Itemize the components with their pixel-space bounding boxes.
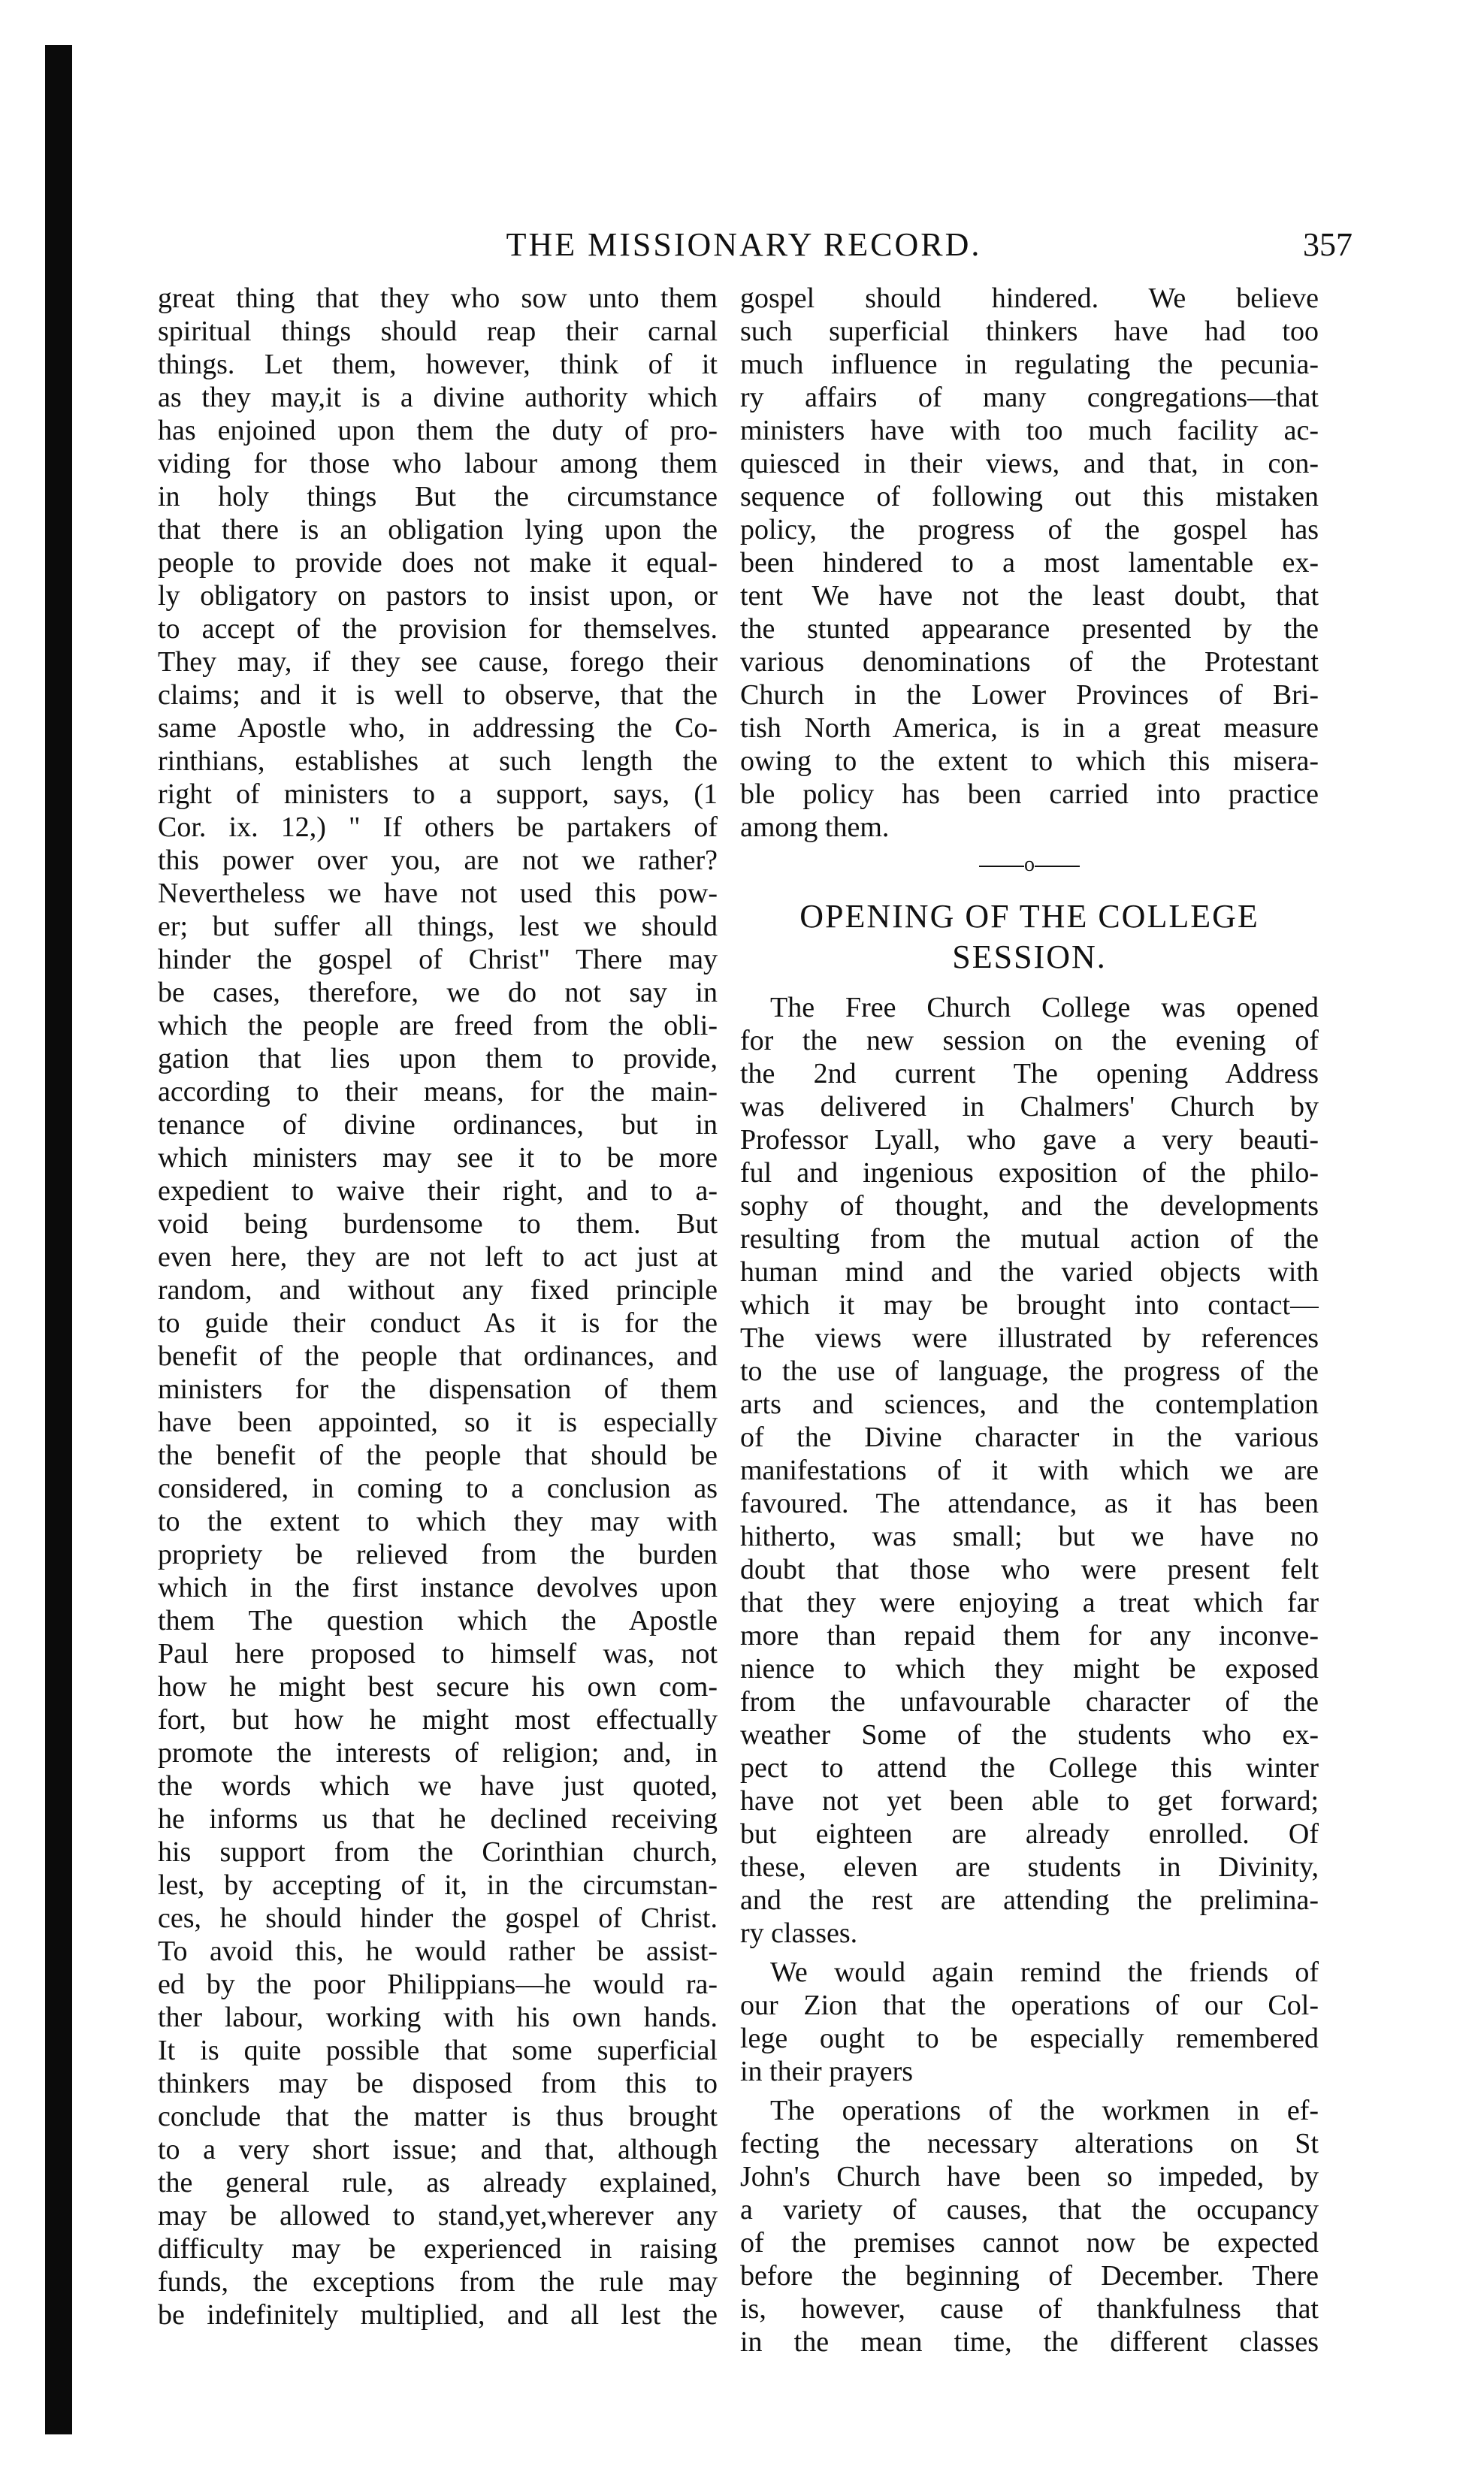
scan-edge-shadow	[45, 45, 72, 2434]
text-line: how he might best secure his own com-	[158, 1671, 718, 1703]
text-line: have been appointed, so it is especially	[158, 1407, 718, 1438]
text-line: It is quite possible that some superficial	[158, 2035, 718, 2066]
text-line: the words which we have just quoted,	[158, 1770, 718, 1802]
text-line: the benefit of the people that should be	[158, 1440, 718, 1471]
text-line: The views were illustrated by references	[740, 1322, 1319, 1354]
running-title: THE MISSIONARY RECORD.	[506, 226, 982, 263]
text-line: which in the first instance devolves upon	[158, 1572, 718, 1603]
text-line: Professor Lyall, who gave a very beauti-	[740, 1124, 1319, 1156]
text-line: he informs us that he declined receiving	[158, 1803, 718, 1835]
paragraph-opening	[740, 991, 1319, 1950]
text-line: claims; and it is well to observe, that the	[158, 679, 718, 711]
article-heading-line2: SESSION.	[952, 938, 1107, 975]
right-column	[740, 282, 1319, 2359]
text-line: our Zion that the operations of our Col-	[740, 1990, 1319, 2021]
text-line: to guide their conduct As it is for the	[158, 1307, 718, 1339]
text-line: human mind and the varied objects with	[740, 1256, 1319, 1288]
text-line: We would again remind the friends of	[770, 1957, 1319, 1988]
text-line: gospel should hindered. We believe	[740, 283, 1319, 314]
text-line: The operations of the workmen in ef-	[770, 2095, 1319, 2126]
text-line: manifestations of it with which we are	[740, 1455, 1319, 1486]
text-line: policy, the progress of the gospel has	[740, 514, 1319, 545]
text-line: tish North America, is in a great measure	[740, 712, 1319, 744]
text-line: in holy things But the circumstance	[158, 481, 718, 512]
text-line: gation that lies upon them to provide,	[158, 1043, 718, 1074]
article-heading	[740, 896, 1319, 978]
text-line: er; but suffer all things, lest we should	[158, 911, 718, 942]
text-line: to a very short issue; and that, although	[158, 2134, 718, 2165]
text-line: ministers have with too much facility ac-	[740, 415, 1319, 446]
text-line: and the rest are attending the prelimina-	[740, 1884, 1319, 1916]
continuation-text	[740, 282, 1319, 844]
text-line: void being burdensome to them. But	[158, 1208, 718, 1240]
text-line: even here, they are not left to act just at	[158, 1241, 718, 1273]
text-line: a variety of causes, that the occupancy	[740, 2194, 1319, 2226]
text-line: spiritual things should reap their carnal	[158, 316, 718, 347]
text-line: sophy of thought, and the developments	[740, 1190, 1319, 1222]
text-line: resulting from the mutual action of the	[740, 1223, 1319, 1255]
text-line: the 2nd current The opening Address	[740, 1058, 1319, 1089]
text-line: much influence in regulating the pecunia-	[740, 349, 1319, 380]
text-line: sequence of following out this mistaken	[740, 481, 1319, 512]
text-line: people to provide does not make it equal-	[158, 547, 718, 579]
text-line: expedient to waive their right, and to a-	[158, 1175, 718, 1207]
text-line: that there is an obligation lying upon the	[158, 514, 718, 545]
text-line: various denominations of the Protestant	[740, 646, 1319, 678]
text-line: benefit of the people that ordinances, and	[158, 1340, 718, 1372]
text-line: ry affairs of many congregations—that	[740, 382, 1319, 413]
text-line: lege ought to be especially remembered	[740, 2023, 1319, 2054]
text-line: of the premises cannot now be expected	[740, 2227, 1319, 2259]
text-line: which ministers may see it to be more	[158, 1142, 718, 1174]
text-line: right of ministers to a support, says, (1	[158, 778, 718, 810]
text-line: hinder the gospel of Christ" There may	[158, 944, 718, 975]
text-line: ther labour, working with his own hands.	[158, 2002, 718, 2033]
text-line: to the use of language, the progress of the	[740, 1355, 1319, 1387]
running-head	[0, 225, 1484, 270]
text-line: pect to attend the College this winter	[740, 1752, 1319, 1784]
text-line: to accept of the provision for themselves.	[158, 613, 718, 645]
text-line: same Apostle who, in addressing the Co-	[158, 712, 718, 744]
section-divider	[740, 844, 1319, 896]
text-line: have not yet been able to get forward;	[740, 1785, 1319, 1817]
text-line: his support from the Corinthian church,	[158, 1836, 718, 1868]
text-line: this power over you, are not we rather?	[158, 845, 718, 876]
text-line: owing to the extent to which this misera-	[740, 745, 1319, 777]
text-line: such superficial thinkers have had too	[740, 316, 1319, 347]
text-line: ful and ingenious exposition of the philo-	[740, 1157, 1319, 1189]
paragraph-prayers	[740, 1956, 1319, 2088]
divider-ornament	[740, 854, 1319, 875]
divider-mark: o	[1024, 853, 1035, 876]
text-line: To avoid this, he would rather be assist-	[158, 1936, 718, 1967]
text-line: fecting the necessary alterations on St	[740, 2128, 1319, 2159]
text-line: doubt that those who were present felt	[740, 1554, 1319, 1585]
text-line: Cor. ix. 12,) " If others be partakers of	[158, 811, 718, 843]
text-line: nience to which they might be exposed	[740, 1653, 1319, 1685]
text-line: is, however, cause of thankfulness that	[740, 2293, 1319, 2325]
text-line: to the extent to which they may with	[158, 1506, 718, 1537]
text-line: which it may be brought into contact—	[740, 1289, 1319, 1321]
article-heading-line1: OPENING OF THE COLLEGE	[799, 898, 1259, 935]
text-line: among them.	[740, 811, 890, 843]
text-line: tent We have not the least doubt, that	[740, 580, 1319, 612]
text-line: fort, but how he might most effectually	[158, 1704, 718, 1736]
text-line: funds, the exceptions from the rule may	[158, 2266, 718, 2298]
text-line: the stunted appearance presented by the	[740, 613, 1319, 645]
text-line: rinthians, establishes at such length the	[158, 745, 718, 777]
text-line: these, eleven are students in Divinity,	[740, 1851, 1319, 1883]
text-line: ed by the poor Philippians—he would ra-	[158, 1969, 718, 2000]
text-line: The Free Church College was opened	[770, 992, 1319, 1023]
text-line: Nevertheless we have not used this pow-	[158, 878, 718, 909]
text-line: great thing that they who sow unto them	[158, 283, 718, 314]
text-line: Paul here proposed to himself was, not	[158, 1638, 718, 1670]
text-line: as they may,it is a divine authority which	[158, 382, 718, 413]
text-line: tenance of divine ordinances, but in	[158, 1109, 718, 1141]
text-line: ry classes.	[740, 1917, 858, 1949]
text-line: thinkers may be disposed from this to	[158, 2068, 718, 2099]
text-line: ministers for the dispensation of them	[158, 1373, 718, 1405]
text-line: the general rule, as already explained,	[158, 2167, 718, 2198]
text-line: difficulty may be experienced in raising	[158, 2233, 718, 2265]
text-line: considered, in coming to a conclusion as	[158, 1473, 718, 1504]
text-line: be cases, therefore, we do not say in	[158, 977, 718, 1008]
text-line: for the new session on the evening of	[740, 1025, 1319, 1056]
text-line: in the mean time, the different classes	[740, 2326, 1319, 2358]
text-line: promote the interests of religion; and, in	[158, 1737, 718, 1769]
text-line: from the unfavourable character of the	[740, 1686, 1319, 1718]
text-line: of the Divine character in the various	[740, 1422, 1319, 1453]
text-line: according to their means, for the main-	[158, 1076, 718, 1108]
text-line: ces, he should hinder the gospel of Christ.	[158, 1902, 718, 1934]
text-line: may be allowed to stand,yet,wherever any	[158, 2200, 718, 2232]
text-line: things. Let them, however, think of it	[158, 349, 718, 380]
text-line: before the beginning of December. There	[740, 2260, 1319, 2292]
text-line: propriety be relieved from the burden	[158, 1539, 718, 1570]
page-number: 357	[1303, 226, 1353, 263]
paragraph-alterations	[740, 2094, 1319, 2359]
text-line: quiesced in their views, and that, in con-	[740, 448, 1319, 479]
text-line: has enjoined upon them the duty of pro-	[158, 415, 718, 446]
text-line: in their prayers	[740, 2056, 914, 2087]
text-line: ly obligatory on pastors to insist upon, or	[158, 580, 718, 612]
text-line: but eighteen are already enrolled. Of	[740, 1818, 1319, 1850]
text-line: favoured. The attendance, as it has been	[740, 1488, 1319, 1519]
text-line: conclude that the matter is thus brought	[158, 2101, 718, 2132]
text-line: be indefinitely multiplied, and all lest the	[158, 2299, 718, 2331]
text-line: random, and without any fixed principle	[158, 1274, 718, 1306]
text-line: hitherto, was small; but we have no	[740, 1521, 1319, 1552]
text-line: John's Church have been so impeded, by	[740, 2161, 1319, 2192]
text-line: lest, by accepting of it, in the circumstan-	[158, 1869, 718, 1901]
text-line: Church in the Lower Provinces of Bri-	[740, 679, 1319, 711]
text-line: which the people are freed from the obli-	[158, 1010, 718, 1041]
left-column	[158, 282, 718, 2331]
text-line: was delivered in Chalmers' Church by	[740, 1091, 1319, 1123]
text-line: viding for those who labour among them	[158, 448, 718, 479]
text-line: ble policy has been carried into practice	[740, 778, 1319, 810]
text-line: They may, if they see cause, forego their	[158, 646, 718, 678]
text-line: arts and sciences, and the contemplation	[740, 1389, 1319, 1420]
text-line: more than repaid them for any inconve-	[740, 1620, 1319, 1651]
text-line: weather Some of the students who ex-	[740, 1719, 1319, 1751]
text-line: been hindered to a most lamentable ex-	[740, 547, 1319, 579]
text-line: them The question which the Apostle	[158, 1605, 718, 1636]
text-line: that they were enjoying a treat which far	[740, 1587, 1319, 1618]
